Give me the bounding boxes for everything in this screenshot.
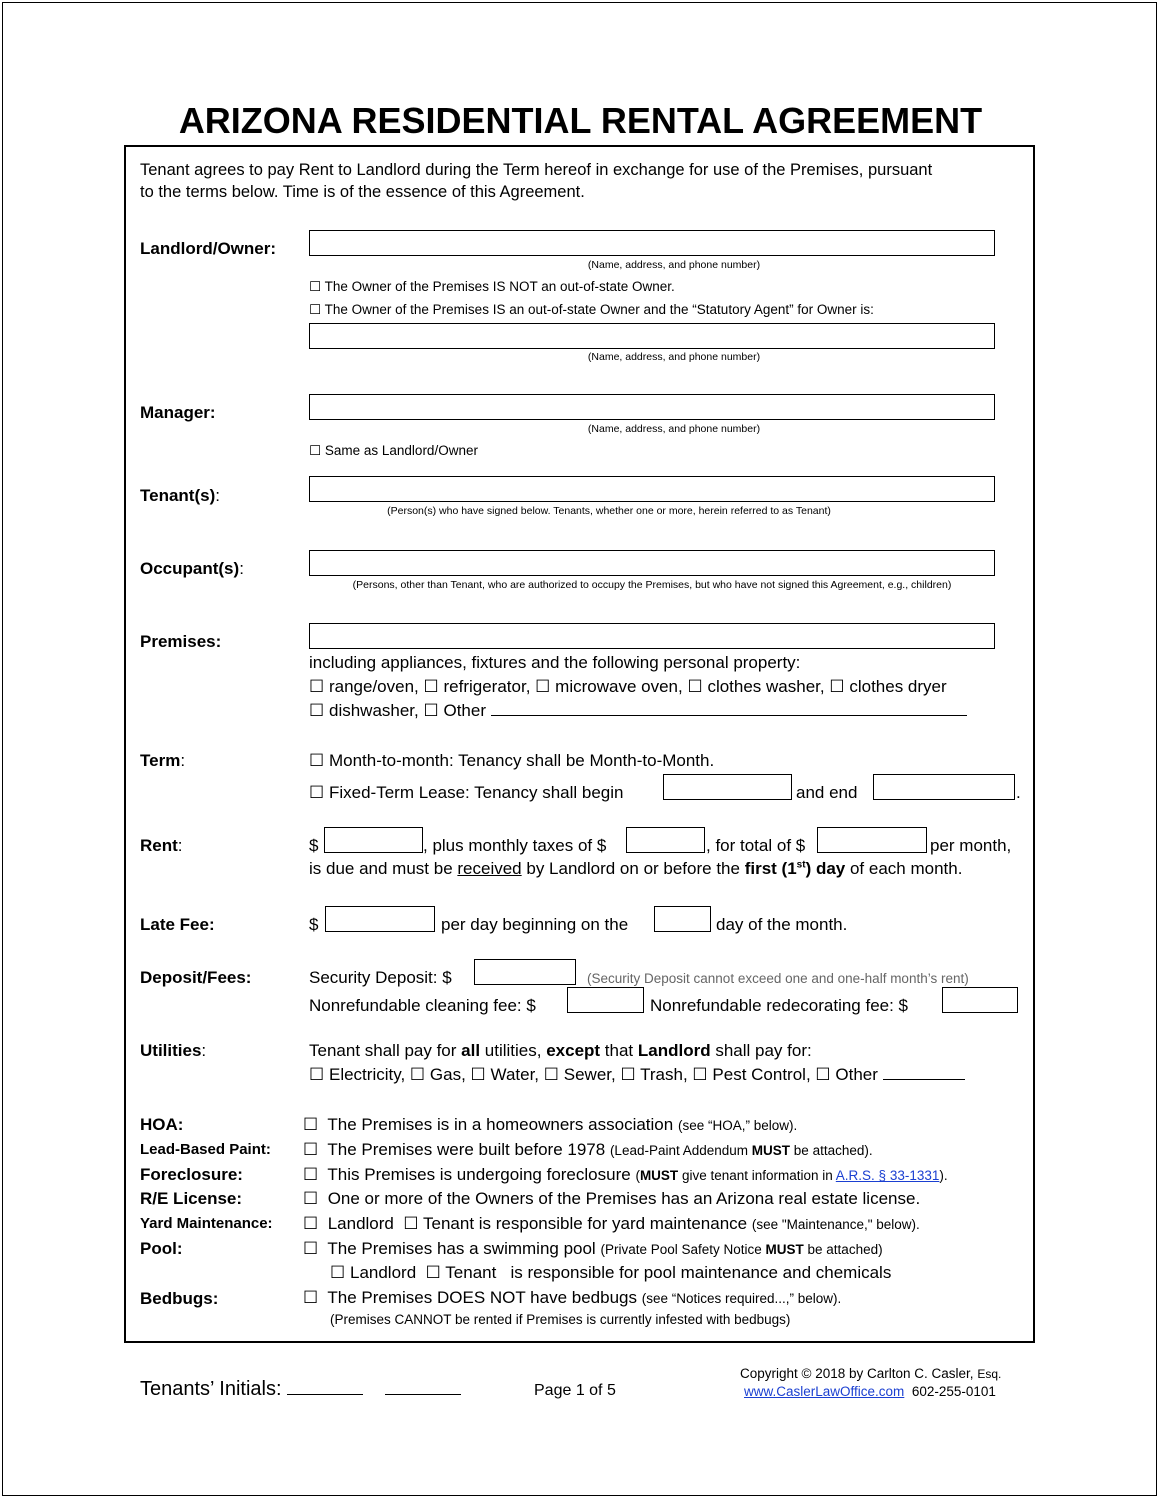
hoa-row: ☐ The Premises is in a homeowners association (see “HOA,” below). bbox=[303, 1115, 798, 1135]
checkbox-icon[interactable]: ☐ bbox=[815, 1065, 831, 1085]
checkbox-icon[interactable]: ☐ bbox=[403, 1214, 419, 1234]
checkbox-icon[interactable]: ☐ bbox=[303, 1239, 319, 1259]
lead-paint-label: Lead-Based Paint: bbox=[140, 1141, 271, 1158]
checkbox-icon[interactable]: ☐ bbox=[423, 677, 439, 697]
for-total-text: , for total of $ bbox=[706, 836, 806, 855]
rent-amount-field[interactable] bbox=[324, 827, 423, 853]
foreclosure-label: Foreclosure: bbox=[140, 1165, 243, 1184]
month-to-month-option[interactable]: ☐ Month-to-month: Tenancy shall be Month-to-Month. bbox=[309, 751, 715, 771]
website-line: www.CaslerLawOffice.com 602-255-0101 bbox=[744, 1384, 996, 1399]
checkbox-icon[interactable]: ☐ bbox=[687, 677, 703, 697]
manager-caption: (Name, address, and phone number) bbox=[587, 423, 761, 435]
checkbox-icon[interactable]: ☐ bbox=[309, 302, 322, 318]
term-end-field[interactable] bbox=[873, 774, 1015, 800]
checkbox-icon[interactable]: ☐ bbox=[692, 1065, 708, 1085]
late-fee-day-field[interactable] bbox=[654, 906, 711, 932]
checkbox-icon[interactable]: ☐ bbox=[543, 1065, 560, 1085]
occupants-field[interactable] bbox=[309, 550, 995, 576]
checkbox-icon[interactable]: ☐ bbox=[829, 677, 845, 697]
checkbox-icon[interactable]: ☐ bbox=[303, 1115, 319, 1135]
checkbox-icon[interactable]: ☐ bbox=[309, 751, 325, 771]
redecorating-fee-text: Nonrefundable redecorating fee: $ bbox=[650, 996, 909, 1015]
clothes-washer-option[interactable]: ☐ clothes washer, bbox=[687, 677, 825, 697]
tenants-initials: Tenants’ Initials: bbox=[140, 1376, 461, 1401]
utilities-other-line[interactable] bbox=[883, 1065, 965, 1080]
checkbox-icon[interactable]: ☐ bbox=[303, 1288, 319, 1308]
page-number: Page 1 of 5 bbox=[534, 1382, 616, 1399]
option-label: Same as Landlord/Owner bbox=[324, 443, 478, 458]
checkbox-icon[interactable]: ☐ bbox=[425, 1263, 441, 1283]
gas-option[interactable]: ☐ Gas, bbox=[409, 1065, 466, 1085]
landlord-label: Landlord/Owner: bbox=[140, 239, 276, 258]
option-label: The Owner of the Premises IS an out-of-state Owner and the “Statutory Agent” for Owner is: bbox=[324, 302, 874, 317]
tenants-label: Tenant(s): bbox=[140, 486, 220, 505]
checkbox-icon[interactable]: ☐ bbox=[620, 1065, 636, 1085]
other-option[interactable]: ☐ Other bbox=[423, 701, 487, 721]
range-oven-option[interactable]: ☐ range/oven, bbox=[309, 677, 419, 697]
landlord-caption: (Name, address, and phone number) bbox=[587, 259, 761, 271]
pool-row: ☐ The Premises has a swimming pool (Private Pool Safety Notice MUST be attached) bbox=[303, 1239, 883, 1259]
checkbox-icon[interactable]: ☐ bbox=[303, 1214, 319, 1234]
landlord-field[interactable] bbox=[309, 230, 995, 256]
term-period: . bbox=[1016, 783, 1021, 802]
sewer-option[interactable]: ☐ Sewer, bbox=[543, 1065, 616, 1085]
option-label: The Owner of the Premises IS NOT an out-of-state Owner. bbox=[324, 279, 675, 294]
bedbugs-note: (Premises CANNOT be rented if Premises is currently infested with bedbugs) bbox=[330, 1312, 791, 1327]
deposit-label: Deposit/Fees: bbox=[140, 968, 252, 987]
yard-maintenance-row: ☐ Landlord ☐ Tenant is responsible for yard maintenance (see "Maintenance," below). bbox=[303, 1214, 920, 1234]
checkbox-icon[interactable]: ☐ bbox=[303, 1189, 319, 1209]
copyright: Copyright © 2018 by Carlton C. Casler, Esq. bbox=[740, 1366, 1002, 1381]
monthly-taxes-field[interactable] bbox=[626, 827, 705, 853]
agent-caption: (Name, address, and phone number) bbox=[587, 351, 761, 363]
website-link[interactable]: www.CaslerLawOffice.com bbox=[744, 1384, 905, 1399]
and-end-text: and end bbox=[796, 783, 858, 802]
bedbugs-label: Bedbugs: bbox=[140, 1289, 219, 1308]
checkbox-icon[interactable]: ☐ bbox=[423, 701, 439, 721]
checkbox-icon[interactable]: ☐ bbox=[309, 677, 325, 697]
security-deposit-note: (Security Deposit cannot exceed one and one-half month’s rent) bbox=[587, 971, 969, 986]
late-fee-dollar: $ bbox=[309, 915, 319, 934]
plus-taxes-text: , plus monthly taxes of $ bbox=[423, 836, 607, 855]
rent-label: Rent: bbox=[140, 836, 183, 855]
term-begin-field[interactable] bbox=[663, 774, 792, 800]
dishwasher-option[interactable]: ☐ dishwasher, bbox=[309, 701, 419, 721]
per-month-text: per month, bbox=[930, 836, 1012, 855]
fixed-term-option[interactable]: ☐ Fixed-Term Lease: Tenancy shall begin bbox=[309, 783, 624, 803]
rent-dollar: $ bbox=[309, 836, 319, 855]
premises-including: including appliances, fixtures and the following personal property: bbox=[309, 653, 801, 672]
utilities-other-option[interactable]: ☐ Other bbox=[815, 1065, 878, 1085]
late-fee-amount-field[interactable] bbox=[325, 906, 435, 932]
manager-label: Manager: bbox=[140, 403, 216, 422]
checkbox-icon[interactable]: ☐ bbox=[309, 783, 325, 803]
checkbox-icon[interactable]: ☐ bbox=[303, 1140, 319, 1160]
late-fee-label: Late Fee: bbox=[140, 915, 215, 934]
checkbox-icon[interactable]: ☐ bbox=[330, 1263, 346, 1283]
ars-link[interactable]: A.R.S. § 33-1331 bbox=[835, 1168, 940, 1183]
yard-maintenance-label: Yard Maintenance: bbox=[140, 1215, 273, 1232]
rent-due-line: is due and must be received by Landlord on or before the first (1st) day of each month. bbox=[309, 859, 963, 878]
cleaning-fee-text: Nonrefundable cleaning fee: $ bbox=[309, 996, 536, 1015]
pool-maintenance-row: ☐ Landlord ☐ Tenant is responsible for pool maintenance and chemicals bbox=[330, 1263, 892, 1283]
re-license-row: ☐ One or more of the Owners of the Premises has an Arizona real estate license. bbox=[303, 1189, 921, 1209]
checkbox-icon[interactable]: ☐ bbox=[309, 701, 325, 721]
redecorating-fee-field[interactable] bbox=[942, 987, 1018, 1013]
hoa-label: HOA: bbox=[140, 1115, 184, 1134]
occupants-label: Occupant(s): bbox=[140, 559, 244, 578]
total-rent-field[interactable] bbox=[817, 827, 927, 853]
security-deposit-field[interactable] bbox=[474, 959, 576, 985]
re-license-label: R/E License: bbox=[140, 1189, 243, 1208]
pool-label: Pool: bbox=[140, 1239, 183, 1258]
microwave-option[interactable]: ☐ microwave oven, bbox=[535, 677, 683, 697]
initials-line-1[interactable] bbox=[287, 1376, 363, 1395]
checkbox-icon[interactable]: ☐ bbox=[309, 443, 322, 459]
per-day-text: per day beginning on the bbox=[441, 915, 629, 934]
checkbox-icon[interactable]: ☐ bbox=[303, 1165, 319, 1185]
intro-line-1: Tenant agrees to pay Rent to Landlord during the Term hereof in exchange for use of the Premises, pursuant bbox=[140, 161, 933, 179]
bedbugs-row: ☐ The Premises DOES NOT have bedbugs (see “Notices required...,” below). bbox=[303, 1288, 842, 1308]
day-of-month-text: day of the month. bbox=[716, 915, 848, 934]
checkbox-icon[interactable]: ☐ bbox=[409, 1065, 426, 1085]
premises-label: Premises: bbox=[140, 632, 222, 651]
security-deposit-text: Security Deposit: $ bbox=[309, 968, 452, 987]
premises-items-row-2 bbox=[309, 701, 967, 721]
trash-option[interactable]: ☐ Trash, bbox=[620, 1065, 688, 1085]
owner-out-of-state-option[interactable] bbox=[309, 302, 874, 318]
checkbox-icon[interactable]: ☐ bbox=[535, 677, 551, 697]
manager-field[interactable] bbox=[309, 394, 995, 420]
lead-paint-row: ☐ The Premises were built before 1978 (Lead-Paint Addendum MUST be attached). bbox=[303, 1140, 873, 1160]
utilities-items bbox=[309, 1065, 965, 1085]
utilities-statement: Tenant shall pay for all utilities, except that Landlord shall pay for: bbox=[309, 1041, 812, 1060]
owner-not-out-of-state-option[interactable] bbox=[309, 279, 675, 295]
water-option[interactable]: ☐ Water, bbox=[470, 1065, 540, 1085]
checkbox-icon[interactable]: ☐ bbox=[309, 279, 322, 295]
other-line-field[interactable] bbox=[491, 701, 967, 716]
electricity-option[interactable]: ☐ Electricity, bbox=[309, 1065, 406, 1085]
cleaning-fee-field[interactable] bbox=[567, 987, 644, 1013]
foreclosure-row: ☐ This Premises is undergoing foreclosure (MUST give tenant information in A.R.S. § 33-1331). bbox=[303, 1165, 948, 1185]
same-as-landlord-option[interactable] bbox=[309, 443, 478, 459]
checkbox-icon[interactable]: ☐ bbox=[470, 1065, 486, 1085]
clothes-dryer-option[interactable]: ☐ clothes dryer bbox=[829, 677, 947, 697]
utilities-label: Utilities: bbox=[140, 1041, 207, 1060]
occupants-caption: (Persons, other than Tenant, who are authorized to occupy the Premises, but who have not signed this Agreement, e.g., children) bbox=[352, 579, 952, 591]
premises-field[interactable] bbox=[309, 623, 995, 649]
checkbox-icon[interactable]: ☐ bbox=[309, 1065, 325, 1085]
term-label: Term: bbox=[140, 751, 186, 770]
tenants-caption: (Person(s) who have signed below. Tenants, whether one or more, herein referred to as Tenant) bbox=[387, 505, 831, 517]
pest-control-option[interactable]: ☐ Pest Control, bbox=[692, 1065, 811, 1085]
refrigerator-option[interactable]: ☐ refrigerator, bbox=[423, 677, 531, 697]
intro-line-2: to the terms below. Time is of the essence of this Agreement. bbox=[140, 183, 585, 201]
document-title: ARIZONA RESIDENTIAL RENTAL AGREEMENT bbox=[178, 100, 983, 141]
initials-line-2[interactable] bbox=[385, 1376, 461, 1395]
statutory-agent-field[interactable] bbox=[309, 323, 995, 349]
tenants-field[interactable] bbox=[309, 476, 995, 502]
premises-items-row-1 bbox=[309, 677, 947, 697]
